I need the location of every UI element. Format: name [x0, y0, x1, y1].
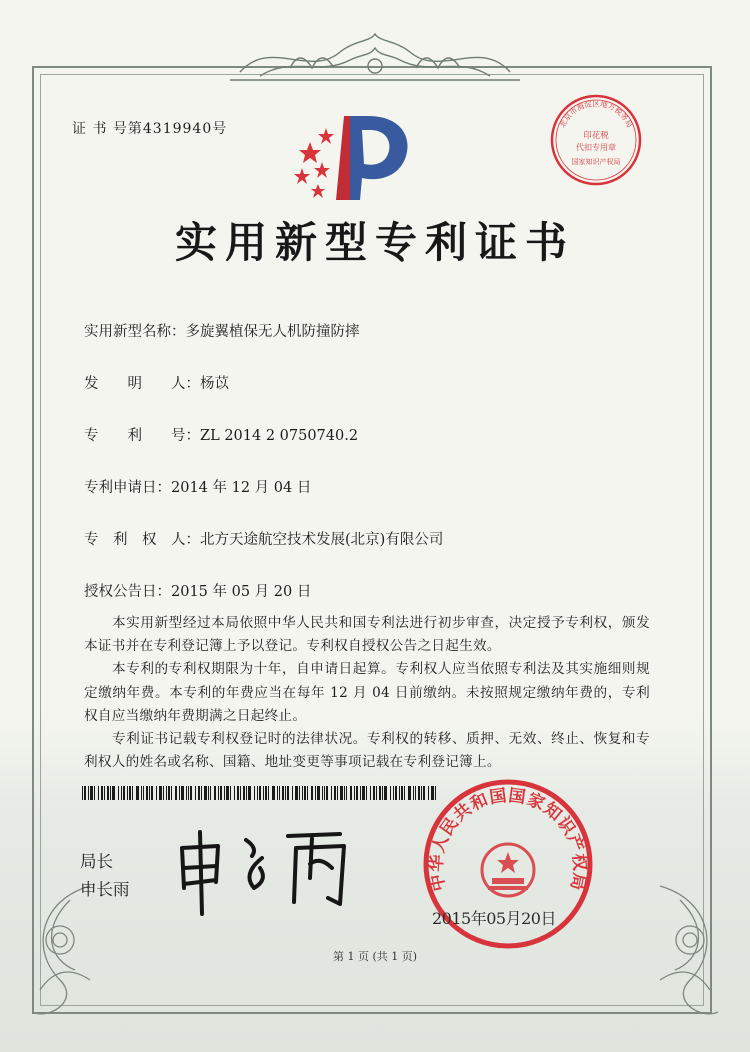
barcode-bar	[393, 786, 394, 800]
barcode-bar	[370, 786, 371, 800]
field-value: 2015 年 05 月 20 日	[171, 584, 312, 600]
barcode-bar	[268, 786, 269, 800]
barcode-bar	[366, 786, 367, 800]
barcode-bar	[395, 786, 397, 800]
barcode-bar	[190, 786, 192, 800]
signer-name: 申长雨	[80, 880, 130, 899]
barcode-bar	[84, 786, 86, 800]
tax-stamp-line2: 代扣专用章	[576, 143, 616, 152]
field-value: 多旋翼植保无人机防撞防摔	[185, 324, 360, 340]
barcode-bar	[257, 786, 258, 800]
page-number: 第 1 页 (共 1 页)	[332, 950, 418, 963]
barcode-bar	[384, 786, 387, 800]
barcode-bar	[141, 786, 142, 800]
barcode-bar	[292, 786, 293, 800]
field-utility-model-name	[84, 320, 360, 341]
barcode-bar	[179, 786, 180, 800]
barcode-bar	[408, 786, 411, 800]
barcode-bar	[376, 786, 377, 800]
barcode-bar	[107, 786, 109, 800]
tax-stamp	[548, 92, 644, 188]
barcode-bar	[418, 786, 420, 800]
field-application-date	[84, 476, 311, 497]
barcode-bar	[315, 786, 316, 800]
barcode-bar	[163, 786, 164, 800]
barcode-bar	[259, 786, 261, 800]
barcode-bar	[243, 786, 245, 800]
barcode-bar	[279, 786, 280, 800]
barcode-bar	[121, 786, 122, 800]
barcode-bar	[379, 786, 381, 800]
barcode-bar	[234, 786, 235, 800]
barcode-bar	[382, 786, 383, 800]
barcode-bar	[263, 786, 264, 800]
barcode-bar	[415, 786, 416, 800]
barcode-bar	[282, 786, 284, 800]
barcode-bar	[285, 786, 286, 800]
barcode-bar	[136, 786, 139, 800]
barcode-bar	[149, 786, 150, 800]
barcode-bar	[220, 786, 222, 800]
barcode-bar	[110, 786, 111, 800]
barcode-bar	[171, 786, 172, 800]
barcode-bar	[201, 786, 202, 800]
field-inventor	[84, 372, 229, 393]
barcode-bar	[186, 786, 187, 800]
field-label: 专 利 号：	[84, 428, 200, 444]
barcode-bar	[302, 786, 303, 800]
barcode-bar	[354, 786, 355, 800]
tax-stamp-line1: 印花税	[583, 131, 609, 141]
barcode-bar	[159, 786, 162, 800]
barcode-bar	[127, 786, 128, 800]
barcode-bar	[181, 786, 184, 800]
field-value: 2014 年 12 月 04 日	[171, 480, 312, 496]
barcode-bar	[304, 786, 306, 800]
barcode-bar	[208, 786, 209, 800]
barcode-bar	[346, 786, 347, 800]
certificate-number: 证 书 号第4319940号	[72, 121, 228, 137]
barcode-bar	[214, 786, 216, 800]
barcode-bar	[326, 786, 328, 800]
field-label: 发 明 人：	[84, 376, 200, 392]
barcode-bar	[373, 786, 375, 800]
barcode-bar	[132, 786, 133, 800]
sipo-logo-icon	[288, 112, 420, 204]
tax-stamp-line3: 国家知识产权局	[571, 158, 621, 166]
barcode-bar	[151, 786, 153, 800]
barcode-bar	[101, 786, 103, 800]
barcode-bar	[118, 786, 119, 800]
handwritten-signature	[172, 818, 372, 918]
barcode-bar	[399, 786, 400, 800]
barcode-bar	[94, 786, 95, 800]
barcode-bar	[195, 786, 196, 800]
barcode-bar	[88, 786, 89, 800]
field-label: 专利申请日：	[84, 480, 171, 496]
barcode-bar	[123, 786, 125, 800]
field-patent-number	[84, 424, 358, 445]
barcode-bar	[237, 786, 239, 800]
barcode-bar	[168, 786, 170, 800]
barcode-bar	[287, 786, 289, 800]
svg-text:北京市海淀区地方税务局	[557, 98, 635, 129]
paragraph: 专利证书记载专利权登记时的法律状况。专利权的转移、质押、无效、终止、恢复和专利权人的姓名或名称、国籍、地址变更等事项记载在专利登记簿上。	[84, 731, 650, 771]
barcode-bar	[311, 786, 313, 800]
barcode-bar	[226, 786, 229, 800]
barcode-bar	[204, 786, 207, 800]
barcode-bar	[166, 786, 167, 800]
field-label: 实用新型名称：	[84, 324, 186, 340]
field-label: 专 利 权 人：	[84, 532, 200, 548]
field-value: 北方天途航空技术发展(北京)有限公司	[200, 532, 444, 548]
barcode-bar	[156, 786, 157, 800]
field-label: 授权公告日：	[84, 584, 171, 600]
barcode-bar	[272, 786, 275, 800]
barcode-bar	[413, 786, 414, 800]
tax-stamp-arc-text: 北京市海淀区地方税务局	[557, 98, 635, 129]
signer-title: 局长	[80, 852, 113, 871]
barcode-bar	[188, 786, 189, 800]
barcode-bar	[198, 786, 200, 800]
barcode-bar	[254, 786, 255, 800]
barcode-bar	[322, 786, 323, 800]
barcode-bar	[175, 786, 177, 800]
barcode-bar	[307, 786, 308, 800]
barcode-bar	[98, 786, 99, 800]
barcode-bar	[362, 786, 365, 800]
barcode-bar	[143, 786, 144, 800]
barcode-bar	[277, 786, 278, 800]
paragraph: 本专利的专利权期限为十年，自申请日起算。专利权人应当依照专利法及其实施细则规定缴纳年费。本专利的年费应当在每年 12 月 04 日前缴纳。未按照规定缴纳年费的，专利权自应当缴纳年费期满之日起终止。	[84, 661, 650, 724]
barcode-bar	[317, 786, 320, 800]
barcode-bar	[129, 786, 131, 800]
barcode-bar	[401, 786, 403, 800]
seal-text: 中华人民共和国国家知识产权局	[426, 785, 590, 893]
top-ornament	[230, 28, 520, 84]
barcode-bar	[324, 786, 325, 800]
barcode-bar	[299, 786, 300, 800]
legal-statement	[84, 612, 650, 774]
barcode-bar	[82, 786, 83, 800]
barcode-bar	[360, 786, 361, 800]
barcode-bar	[334, 786, 336, 800]
barcode-bar	[230, 786, 231, 800]
barcode-bar	[265, 786, 267, 800]
seal-date: 2015年05月20日	[432, 909, 556, 928]
barcode-bar	[248, 786, 251, 800]
barcode-bar	[350, 786, 352, 800]
barcode-bar	[337, 786, 338, 800]
barcode-bar	[344, 786, 345, 800]
barcode	[82, 786, 442, 800]
barcode-bar	[224, 786, 225, 800]
barcode-bar	[146, 786, 148, 800]
svg-text:中华人民共和国国家知识产权局	[426, 786, 591, 893]
barcode-bar	[104, 786, 105, 800]
field-value: 杨苡	[200, 376, 229, 392]
field-grant-date	[84, 580, 311, 601]
barcode-bar	[331, 786, 332, 800]
barcode-bar	[210, 786, 211, 800]
barcode-bar	[218, 786, 219, 800]
barcode-bar	[295, 786, 298, 800]
barcode-bar	[240, 786, 241, 800]
barcode-bar	[404, 786, 405, 800]
barcode-bar	[340, 786, 343, 800]
field-value: ZL 2014 2 0750740.2	[200, 428, 359, 444]
paragraph: 本实用新型经过本局依照中华人民共和国专利法进行初步审查，决定授予专利权，颁发本证书并在专利登记簿上予以登记。专利权自授权公告之日起生效。	[84, 615, 650, 655]
barcode-bar	[390, 786, 391, 800]
certificate-title: 实用新型专利证书	[174, 218, 575, 267]
barcode-bar	[246, 786, 247, 800]
national-emblem-icon	[482, 844, 534, 896]
barcode-bar	[90, 786, 93, 800]
barcode-bar	[356, 786, 358, 800]
barcode-bar	[112, 786, 115, 800]
field-patentee	[84, 528, 443, 549]
